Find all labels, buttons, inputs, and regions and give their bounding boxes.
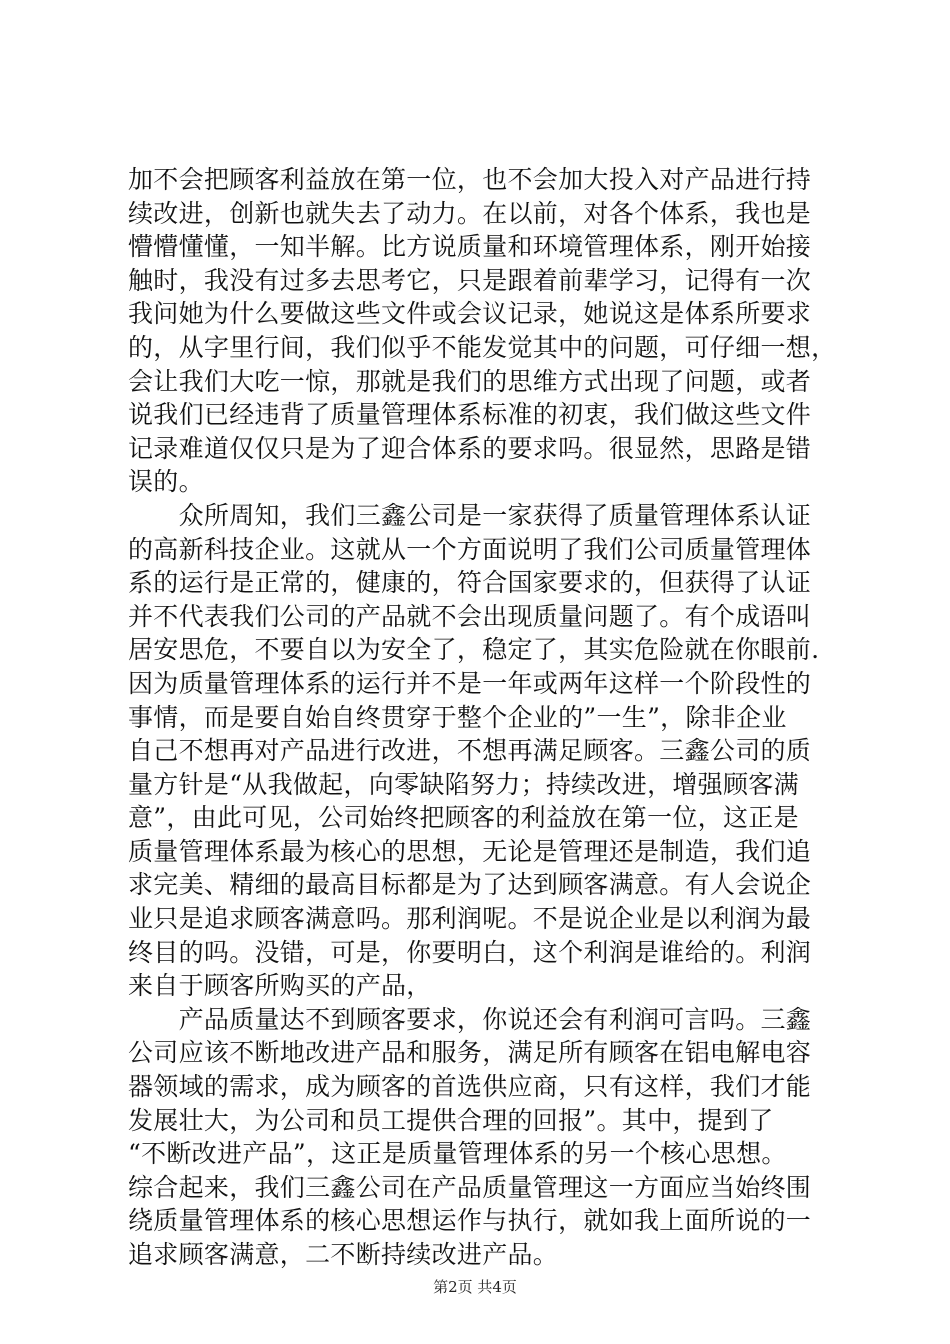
text-line: 质量管理体系最为核心的思想，无论是管理还是制造，我们追 <box>128 836 812 866</box>
text-line: 求完美、精细的最高目标都是为了达到顾客满意。有人会说企 <box>128 870 812 900</box>
text-line: 追求顾客满意，二不断持续改进产品。 <box>128 1240 559 1269</box>
text-line: 会让我们大吃一惊，那就是我们的思维方式出现了问题，或者 <box>128 366 812 396</box>
text-line: 业只是追求顾客满意吗。那利润呢。不是说企业是以利润为最 <box>128 904 812 934</box>
text-line: 并不代表我们公司的产品就不会出现质量问题了。有个成语叫 <box>128 601 812 631</box>
text-line: 终目的吗。没错，可是，你要明白，这个利润是谁给的。利润 <box>128 937 812 967</box>
text-line: 说我们已经违背了质量管理体系标准的初衷，我们做这些文件 <box>128 400 812 430</box>
text-line: 居安思危，不要自以为安全了，稳定了，其实危险就在你眼前. <box>128 635 820 665</box>
text-line: 量方针是“从我做起，向零缺陷努力；持续改进，增强顾客满 <box>128 769 799 799</box>
text-line: 公司应该不断地改进产品和服务，满足所有顾客在铝电解电容 <box>128 1038 812 1068</box>
page-number: 第2页 共4页 <box>433 1278 517 1296</box>
text-line: 产品质量达不到顾客要求，你说还会有利润可言吗。三鑫 <box>128 1004 812 1034</box>
text-line: 的高新科技企业。这就从一个方面说明了我们公司质量管理体 <box>128 534 812 564</box>
text-line: 器领域的需求，成为顾客的首选供应商，只有这样，我们才能 <box>128 1072 812 1102</box>
text-line: 懵懵懂懂，一知半解。比方说质量和环境管理体系，刚开始接 <box>128 232 812 262</box>
text-line: 误的。 <box>128 467 204 497</box>
text-line: 发展壮大，为公司和员工提供合理的回报”。其中，提到了 <box>128 1105 774 1135</box>
text-line: 意”，由此可见，公司始终把顾客的利益放在第一位，这正是 <box>128 803 799 833</box>
text-line: 触时，我没有过多去思考它，只是跟着前辈学习，记得有一次 <box>128 265 812 295</box>
text-line: 来自于顾客所购买的产品， <box>128 971 432 1001</box>
text-line: 续改进，创新也就失去了动力。在以前，对各个体系，我也是 <box>128 198 812 228</box>
text-line: 众所周知，我们三鑫公司是一家获得了质量管理体系认证 <box>128 500 812 530</box>
text-line: 系的运行是正常的，健康的，符合国家要求的，但获得了认证 <box>128 568 812 598</box>
text-line: 综合起来，我们三鑫公司在产品质量管理这一方面应当始终围 <box>128 1172 812 1202</box>
body-text <box>128 163 850 1272</box>
text-line: 的，从字里行间，我们似乎不能发觉其中的问题，可仔细一想， <box>128 332 837 362</box>
text-line: 自己不想再对产品进行改进，不想再满足顾客。三鑫公司的质 <box>128 736 812 766</box>
text-line: 绕质量管理体系的核心思想运作与执行，就如我上面所说的一 <box>128 1206 812 1236</box>
text-line: 我问她为什么要做这些文件或会议记录，她说这是体系所要求 <box>128 299 812 329</box>
text-line: “不断改进产品”，这正是质量管理体系的另一个核心思想。 <box>128 1139 787 1169</box>
text-line: 加不会把顾客利益放在第一位，也不会加大投入对产品进行持 <box>128 165 812 194</box>
text-line: 记录难道仅仅只是为了迎合体系的要求吗。很显然，思路是错 <box>128 433 812 463</box>
text-line: 事情，而是要自始自终贯穿于整个企业的”一生”，除非企业 <box>128 702 787 732</box>
text-line: 因为质量管理体系的运行并不是一年或两年这样一个阶段性的 <box>128 668 812 698</box>
